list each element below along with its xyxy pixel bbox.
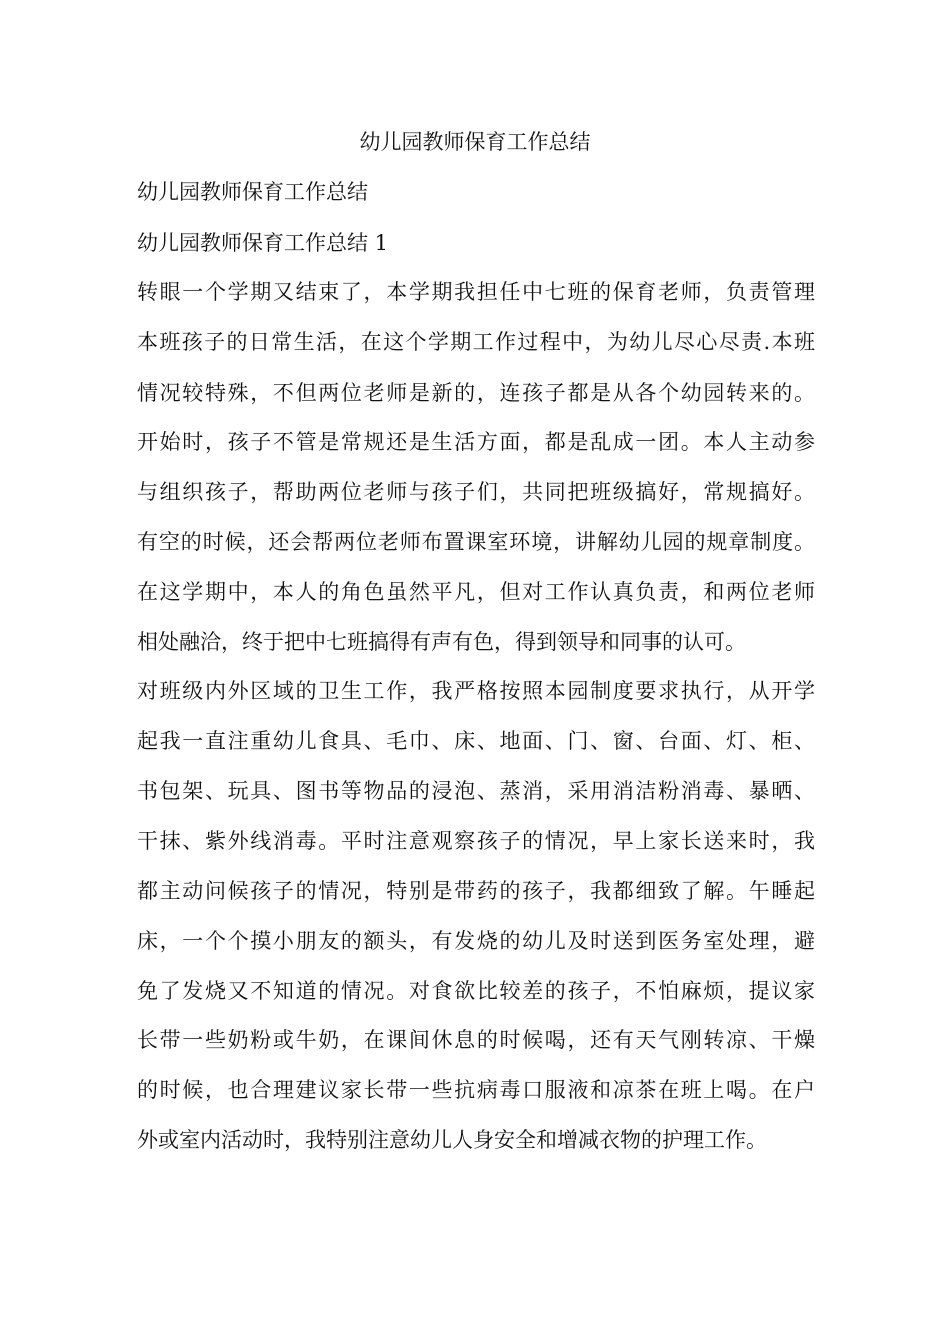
paragraph-line: 与组织孩子，帮助两位老师与孩子们，共同把班级搞好，常规搞好。 <box>137 480 815 504</box>
document-title: 幼儿园教师保育工作总结 <box>359 130 591 154</box>
paragraph-line: 起我一直注重幼儿食具、毛巾、床、地面、门、窗、台面、灯、柜、 <box>137 729 815 753</box>
paragraph-line: 本班孩子的日常生活，在这个学期工作过程中，为幼儿尽心尽责.本班 <box>137 330 815 354</box>
paragraph-line: 外或室内活动时，我特别注意幼儿人身安全和增减衣物的护理工作。 <box>137 1128 767 1152</box>
paragraph-line: 转眼一个学期又结束了，本学期我担任中七班的保育老师，负责管理 <box>137 280 815 304</box>
paragraph-line: 对班级内外区域的卫生工作，我严格按照本园制度要求执行，从开学 <box>137 679 815 703</box>
paragraph-line: 相处融洽，终于把中七班搞得有声有色，得到领导和同事的认可。 <box>137 630 746 654</box>
paragraph-line: 书包架、玩具、图书等物品的浸泡、蒸消，采用消洁粉消毒、暴晒、 <box>137 779 815 803</box>
paragraph-line: 有空的时候，还会帮两位老师布置课室环境，讲解幼儿园的规章制度。 <box>137 530 815 554</box>
paragraph-line: 在这学期中，本人的角色虽然平凡，但对工作认真负责，和两位老师 <box>137 580 815 604</box>
paragraph-line: 开始时，孩子不管是常规还是生活方面，都是乱成一团。本人主动参 <box>137 430 815 454</box>
section-subheading: 幼儿园教师保育工作总结 1 <box>137 231 389 255</box>
section-heading: 幼儿园教师保育工作总结 <box>137 180 368 204</box>
paragraph-line: 干抹、紫外线消毒。平时注意观察孩子的情况，早上家长送来时，我 <box>137 829 815 853</box>
paragraph-line: 免了发烧又不知道的情况。对食欲比较差的孩子，不怕麻烦，提议家 <box>137 979 815 1003</box>
paragraph-line: 情况较特殊，不但两位老师是新的，连孩子都是从各个幼园转来的。 <box>137 381 815 405</box>
paragraph-line: 床，一个个摸小朋友的额头，有发烧的幼儿及时送到医务室处理，避 <box>137 929 815 953</box>
paragraph-line: 的时候，也合理建议家长带一些抗病毒口服液和凉茶在班上喝。在户 <box>137 1078 815 1102</box>
paragraph-line: 长带一些奶粉或牛奶，在课间休息的时候喝，还有天气刚转凉、干燥 <box>137 1028 815 1052</box>
paragraph-line: 都主动问候孩子的情况，特别是带药的孩子，我都细致了解。午睡起 <box>137 879 815 903</box>
